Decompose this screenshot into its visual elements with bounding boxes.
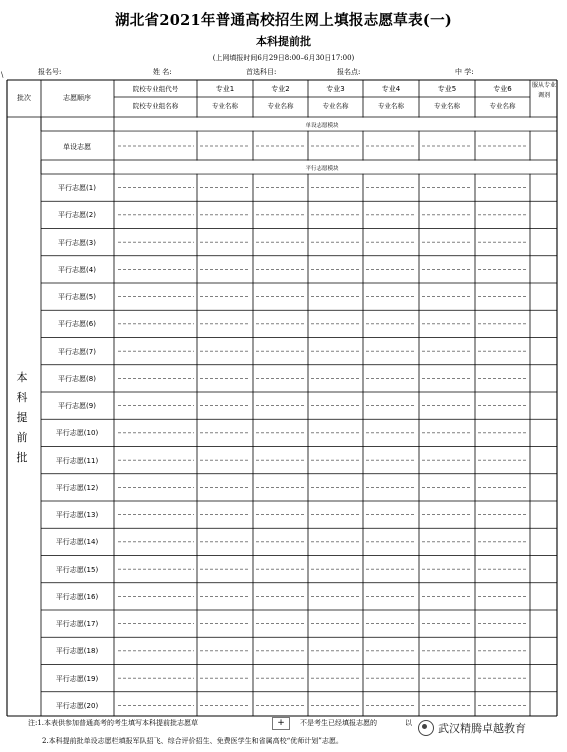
- parallel-row-label: 平行志愿(14): [55, 538, 99, 547]
- note-line-2: 2.本科提前批单设志愿栏填报军队招飞、综合评价招生、免费医学生和省属高校“优师计划”志愿。: [42, 737, 343, 745]
- header-major-3: 专业3: [326, 85, 345, 93]
- header-major-name-3: 专业名称: [322, 102, 349, 110]
- info-exam-no: 报名号:: [38, 68, 62, 76]
- parallel-row-label: 平行志愿(9): [58, 402, 96, 410]
- parallel-row-label: 平行志愿(13): [55, 511, 99, 519]
- info-school: 中 学:: [455, 68, 474, 76]
- header-major-name-5: 专业名称: [434, 102, 460, 110]
- watermark-text: 武汉精腾卓越教育: [438, 722, 526, 735]
- info-name: 姓 名:: [153, 68, 172, 76]
- parallel-row-label: 平行志愿(6): [58, 320, 96, 329]
- add-button[interactable]: +: [272, 717, 290, 730]
- header-major-5: 专业5: [437, 85, 457, 93]
- batch-char: 批: [16, 451, 28, 464]
- header-order: 志愿顺序: [63, 94, 91, 102]
- header-major-name-2: 专业名称: [267, 102, 294, 110]
- single-row-label: 单设志愿: [63, 143, 91, 151]
- parallel-row-label: 平行志愿(10): [55, 429, 99, 438]
- parallel-row-label: 平行志愿(5): [58, 293, 96, 301]
- parallel-row-label: 平行志愿(1): [58, 184, 96, 192]
- header-batch: 批次: [17, 94, 31, 102]
- parallel-row-label: 平行志愿(11): [55, 456, 99, 465]
- parallel-row-label: 平行志愿(16): [55, 592, 99, 601]
- batch-char: 科: [16, 391, 28, 404]
- wechat-logo-icon: [418, 720, 434, 736]
- header-major-6: 专业6: [493, 85, 512, 93]
- page-title: 湖北省2021年普通高校招生网上填报志愿草表(一): [114, 12, 453, 29]
- parallel-row-label: 平行志愿(4): [58, 265, 96, 274]
- info-site: 报名点:: [337, 68, 361, 76]
- filing-period: (上网填报时间6月29日8:00–6月30日17:00): [212, 54, 355, 62]
- parallel-row-label: 平行志愿(2): [58, 211, 96, 220]
- batch-char: 前: [16, 431, 28, 444]
- corner-mark: \: [1, 71, 4, 79]
- parallel-row-label: 平行志愿(18): [55, 647, 99, 656]
- header-major-1: 专业1: [215, 85, 235, 93]
- page-subtitle: 本科提前批: [256, 35, 311, 48]
- note-line-1a: 注:1.本表供参加普通高考的考生填写本科提前批志愿草: [28, 719, 199, 727]
- watermark: [418, 720, 526, 736]
- parallel-row-label: 平行志愿(20): [55, 701, 99, 710]
- parallel-row-label: 平行志愿(12): [55, 483, 99, 492]
- header-major-4: 专业4: [381, 85, 401, 93]
- header-major-name-1: 专业名称: [212, 102, 238, 110]
- parallel-row-label: 平行志愿(19): [55, 674, 99, 683]
- parallel-row-label: 平行志愿(15): [55, 565, 99, 574]
- header-group-name: 院校专业组名称: [132, 102, 179, 110]
- info-subject: 首选科目:: [246, 68, 277, 76]
- header-group-code: 院校专业组代号: [132, 85, 179, 93]
- note-line-1c: 以: [405, 719, 412, 727]
- section-single-label: 单设志愿模块: [305, 123, 339, 129]
- section-parallel-label: 平行志愿模块: [305, 166, 339, 172]
- header-major-name-6: 专业名称: [489, 102, 516, 110]
- batch-char: 本: [16, 371, 28, 384]
- parallel-row-label: 平行志愿(3): [58, 238, 96, 247]
- header-major-2: 专业2: [271, 85, 290, 93]
- parallel-row-label: 平行志愿(7): [58, 347, 96, 356]
- header-major-name-4: 专业名称: [378, 102, 404, 110]
- batch-char: 提: [16, 411, 28, 424]
- note-line-1b: 不是考生已经填报志愿的: [300, 719, 377, 727]
- parallel-row-label: 平行志愿(17): [55, 620, 99, 628]
- parallel-row-label: 平行志愿(8): [58, 374, 96, 383]
- header-adjust: 服从专业调剂: [531, 82, 556, 99]
- batch-vertical-label: [8, 368, 36, 468]
